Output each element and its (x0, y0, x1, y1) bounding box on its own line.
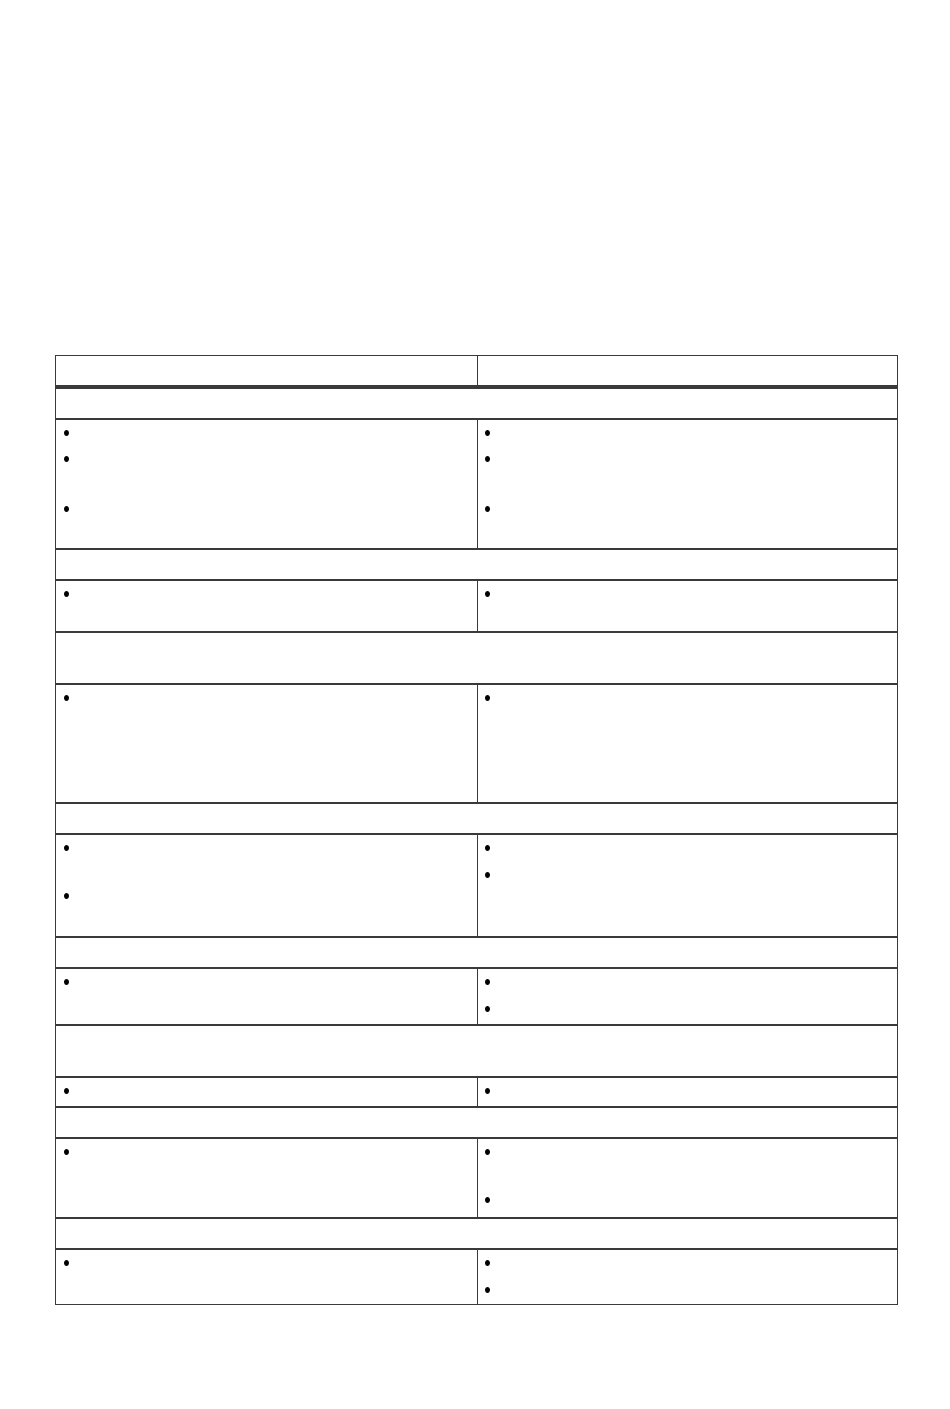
table-row (55, 968, 898, 1025)
bullet-icon (485, 872, 490, 878)
bullet-icon (485, 591, 490, 597)
table-header-row (55, 355, 898, 388)
bullet-icon (485, 506, 490, 512)
table-row (55, 1249, 898, 1305)
section-title-row (55, 1107, 898, 1138)
bullet-icon (485, 845, 490, 851)
bullet-icon (485, 1260, 490, 1266)
section-title-row (55, 632, 898, 684)
bullet-icon (64, 506, 69, 512)
table-row (55, 1138, 898, 1218)
table-row (55, 419, 898, 549)
section-title-row (55, 937, 898, 968)
section-title-row (55, 388, 898, 419)
section-title-row (55, 803, 898, 834)
bullet-icon (64, 695, 69, 701)
section-title-row (55, 1218, 898, 1249)
comparison-table (55, 355, 898, 1305)
section-title-row (55, 549, 898, 580)
bullet-icon (64, 1260, 69, 1266)
bullet-icon (485, 695, 490, 701)
bullet-icon (485, 1006, 490, 1012)
section-title-row (55, 1025, 898, 1077)
bullet-icon (485, 1149, 490, 1155)
bullet-icon (64, 430, 69, 436)
bullet-icon (485, 456, 490, 462)
bullet-icon (64, 591, 69, 597)
bullet-icon (485, 1287, 490, 1293)
bullet-icon (485, 430, 490, 436)
bullet-icon (485, 979, 490, 985)
table-row (55, 580, 898, 632)
bullet-icon (64, 979, 69, 985)
bullet-icon (485, 1197, 490, 1203)
bullet-icon (64, 456, 69, 462)
bullet-icon (64, 1088, 69, 1094)
bullet-icon (64, 845, 69, 851)
table-row (55, 1077, 898, 1107)
table-row (55, 834, 898, 937)
bullet-icon (485, 1088, 490, 1094)
table-row (55, 684, 898, 803)
bullet-icon (64, 893, 69, 899)
bullet-icon (64, 1149, 69, 1155)
